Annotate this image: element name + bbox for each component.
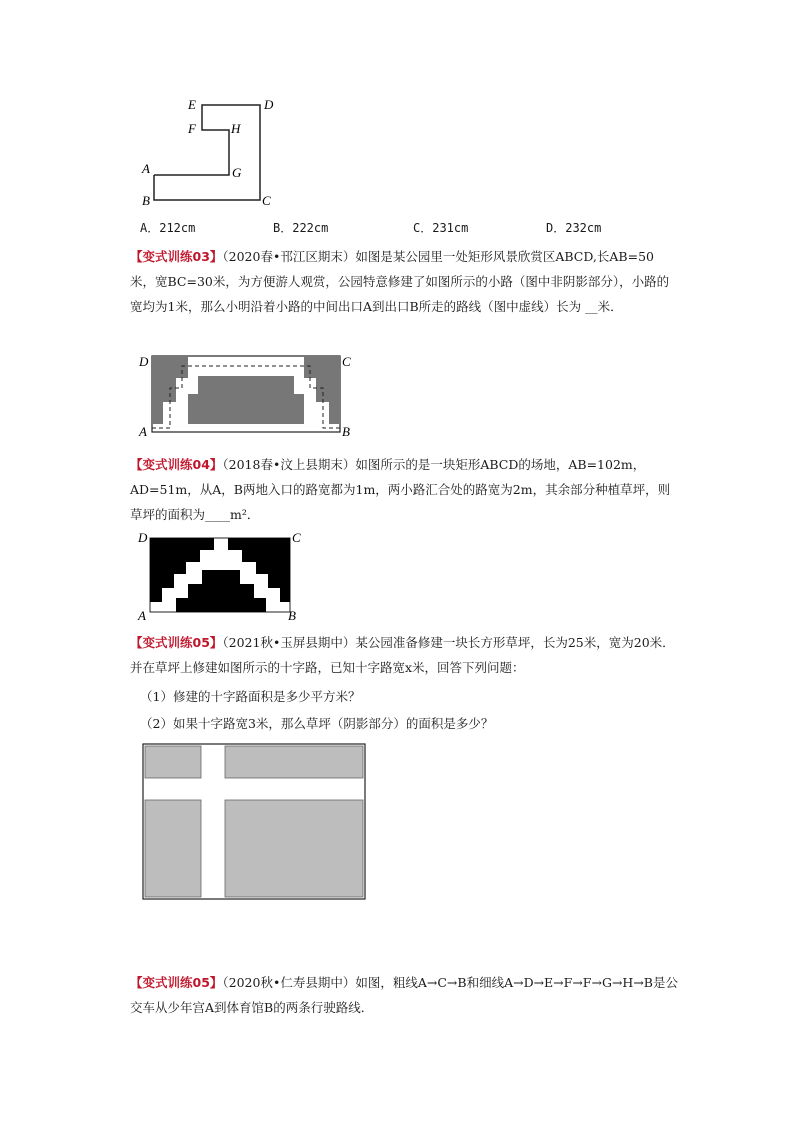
- label-E: E: [188, 97, 196, 112]
- label-A: A: [139, 424, 147, 439]
- option-a: A．212cm: [140, 221, 196, 235]
- label-A: A: [138, 608, 146, 623]
- label-B: B: [142, 193, 150, 208]
- label-D: D: [264, 97, 274, 112]
- label-D: D: [138, 530, 148, 545]
- question-5-tag: 【变式训练05】: [130, 635, 223, 650]
- question-5-text: （2021秋•玉屏县期中）某公园准备修建一块长方形草坪，长为25米，宽为20米．并在草坪上修建如图所示的十字路，已知十字路宽x米，回答下列问题：: [130, 635, 675, 675]
- question-6-tag: 【变式训练05】: [130, 975, 223, 990]
- question-5-sub-2: （2）如果十字路宽3米，那么草坪（阴影部分）的面积是多少？: [140, 716, 494, 731]
- option-b: B．222cm: [273, 221, 329, 235]
- option-c: C．231cm: [413, 221, 469, 235]
- question-4-tag: 【变式训练04】: [130, 457, 223, 472]
- label-H: H: [231, 121, 241, 136]
- question-5: [130, 630, 678, 680]
- question-4: [130, 452, 678, 527]
- question-3-tag: 【变式训练03】: [130, 249, 223, 264]
- question-4-text: （2018春•汶上县期末）如图所示的是一块矩形ABCD的场地，AB=102m，AD=51m，从A，B两地入口的路宽都为1m，两小路汇合处的路宽为2m，其余部分种植草坪，则草坪的面积为____m²．: [130, 457, 671, 522]
- label-C: C: [262, 193, 271, 208]
- question-5-sub-1: （1）修建的十字路面积是多少平方米？: [140, 689, 361, 704]
- figure-2-scenic-area: [136, 352, 356, 442]
- question-3-text: （2020春•邗江区期末）如图是某公园里一处矩形风景欣赏区ABCD,长AB=50米，宽BC=30米，为方便游人观赏，公园特意修建了如图所示的小路（图中非阴影部分），小路的宽均为1米，那么小明沿着小路的中间出口A到出口B所走的路线（图中虚线）长为 __米．: [130, 249, 670, 314]
- label-A: A: [142, 161, 150, 176]
- label-C: C: [292, 530, 301, 545]
- question-3: [130, 244, 678, 319]
- question-6: [130, 970, 678, 1020]
- option-d: D．232cm: [546, 221, 602, 235]
- label-D: D: [139, 354, 149, 369]
- label-B: B: [288, 608, 296, 623]
- label-C: C: [342, 354, 351, 369]
- label-G: G: [232, 165, 242, 180]
- label-F: F: [188, 121, 196, 136]
- figure-1-path-diagram: [140, 95, 280, 210]
- figure-4-cross-road-lawn: [142, 743, 368, 901]
- label-B: B: [342, 424, 350, 439]
- question-6-text: （2020秋•仁寿县期中）如图，粗线A→C→B和细线A→D→E→F→F→G→H→B是公交车从少年宫A到体育馆B的两条行驶路线．: [130, 975, 678, 1015]
- figure-3-lawn-field: [136, 528, 316, 624]
